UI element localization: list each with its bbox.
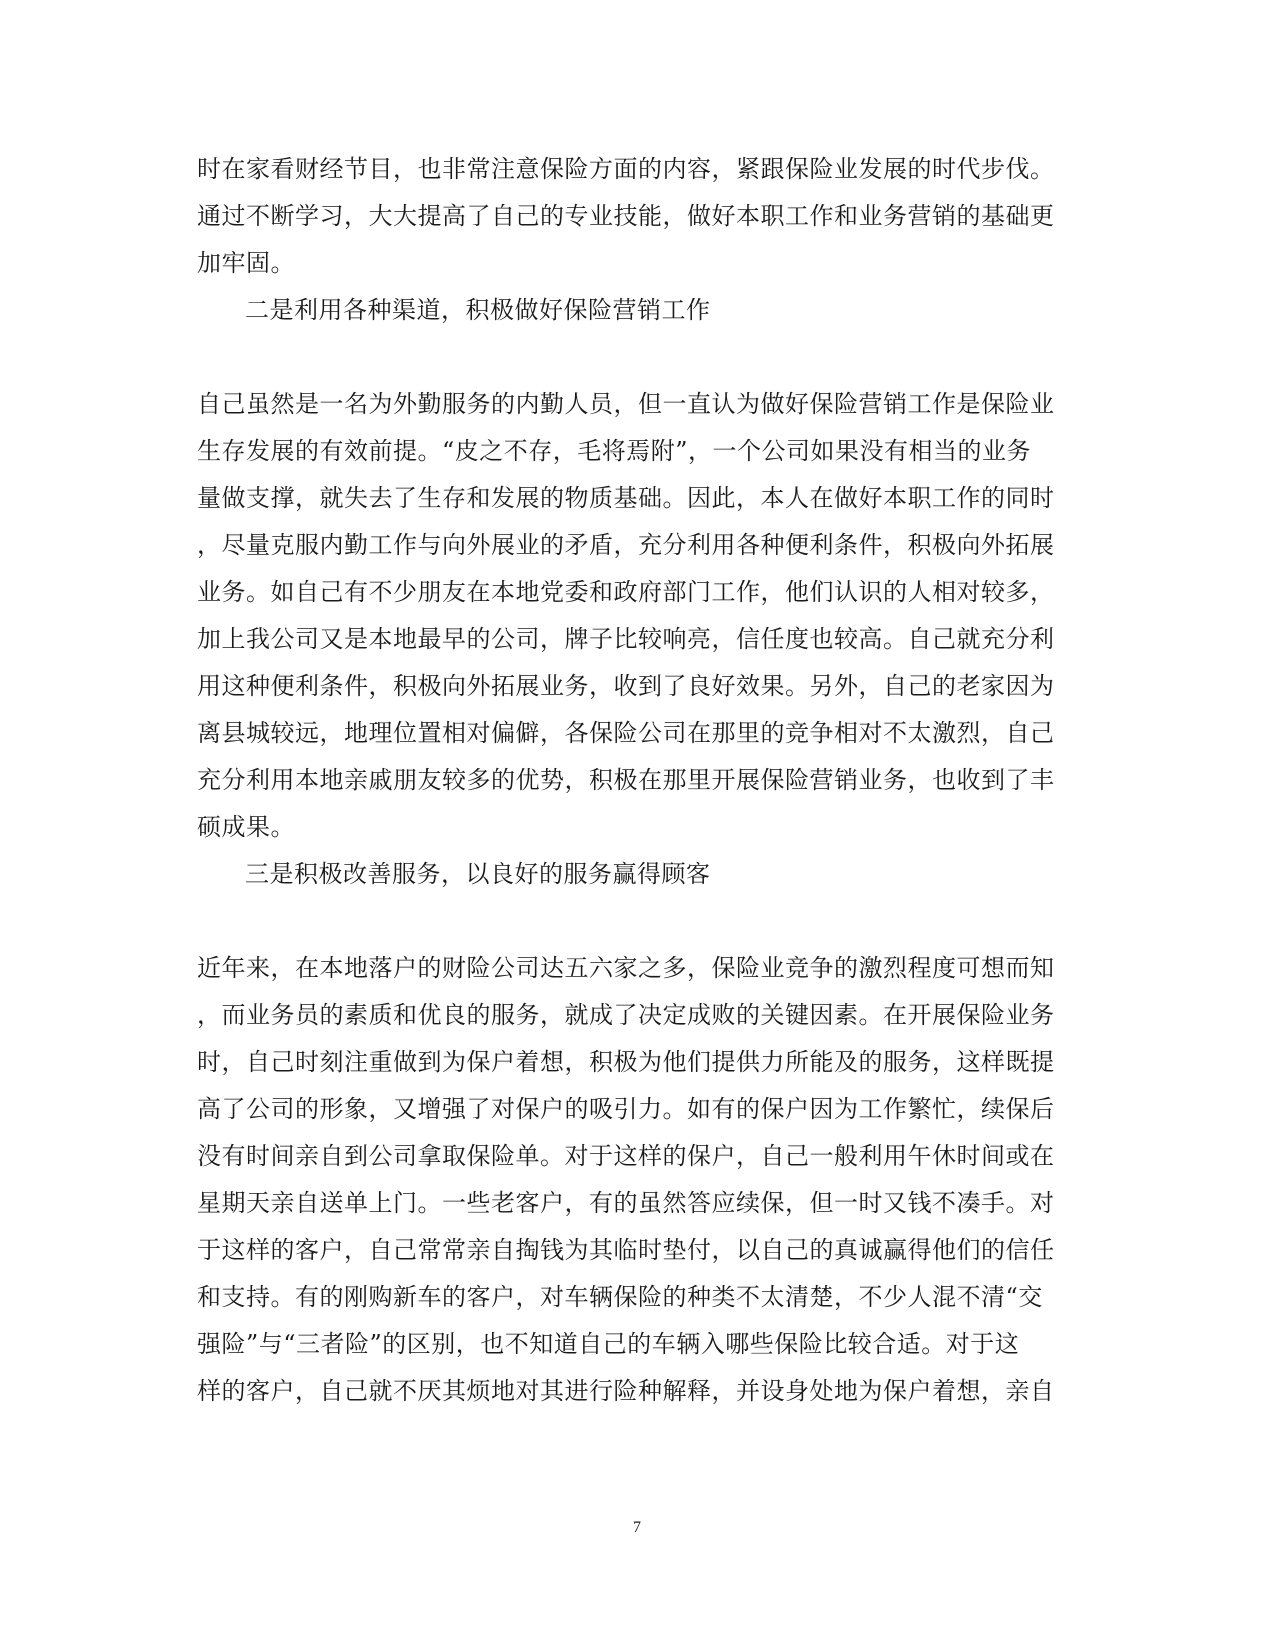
- text-line: 星期天亲自送单上门。一些老客户，有的虽然答应续保，但一时又钱不凑手。对: [197, 1189, 1055, 1217]
- text-line: 强险”与“三者险”的区别，也不知道自己的车辆入哪些保险比较合适。对于这: [197, 1330, 1020, 1358]
- text-line: 于这样的客户，自己常常亲自掏钱为其临时垫付，以自己的真诚赢得他们的信任: [197, 1236, 1055, 1264]
- text-line: 离县城较远，地理位置相对偏僻，各保险公司在那里的竞争相对不太激烈，自己: [197, 719, 1055, 747]
- text-line: 高了公司的形象，又增强了对保户的吸引力。如有的保户因为工作繁忙，续保后: [197, 1095, 1055, 1123]
- text-line: 时，自己时刻注重做到为保户着想，积极为他们提供力所能及的服务，这样既提: [197, 1048, 1055, 1076]
- text-line: 和支持。有的刚购新车的客户，对车辆保险的种类不太清楚，不少人混不清“交: [197, 1283, 1043, 1311]
- text-line: 近年来，在本地落户的财险公司达五六家之多，保险业竞争的激烈程度可想而知: [197, 954, 1055, 982]
- text-line: 硕成果。: [197, 813, 295, 841]
- text-line: 用这种便利条件，积极向外拓展业务，收到了良好效果。另外，自己的老家因为: [197, 672, 1055, 700]
- page-number: 7: [633, 1519, 641, 1536]
- text-line: ，尽量克服内勤工作与向外展业的矛盾，充分利用各种便利条件，积极向外拓展: [197, 531, 1055, 559]
- text-line: 加牢固。: [197, 249, 295, 277]
- text-line: 量做支撑，就失去了生存和发展的物质基础。因此，本人在做好本职工作的同时: [197, 484, 1055, 512]
- section-heading: 三是积极改善服务，以良好的服务赢得顾客: [245, 860, 711, 888]
- text-line: 时在家看财经节目，也非常注意保险方面的内容，紧跟保险业发展的时代步伐。: [197, 155, 1055, 183]
- text-line: 加上我公司又是本地最早的公司，牌子比较响亮，信任度也较高。自己就充分利: [197, 625, 1055, 653]
- text-line: 充分利用本地亲戚朋友较多的优势，积极在那里开展保险营销业务，也收到了丰: [197, 766, 1055, 794]
- text-line: ，而业务员的素质和优良的服务，就成了决定成败的关键因素。在开展保险业务: [197, 1001, 1055, 1029]
- text-line: 样的客户，自己就不厌其烦地对其进行险种解释，并设身处地为保户着想，亲自: [197, 1377, 1055, 1405]
- text-line: 没有时间亲自到公司拿取保险单。对于这样的保户，自己一般利用午休时间或在: [197, 1142, 1055, 1170]
- text-line: 业务。如自己有不少朋友在本地党委和政府部门工作，他们认识的人相对较多，: [197, 578, 1055, 606]
- text-line: 生存发展的有效前提。“皮之不存，毛将焉附”，一个公司如果没有相当的业务: [197, 437, 1032, 465]
- section-heading: 二是利用各种渠道，积极做好保险营销工作: [245, 296, 711, 324]
- text-line: 自己虽然是一名为外勤服务的内勤人员，但一直认为做好保险营销工作是保险业: [197, 390, 1055, 418]
- text-line: 通过不断学习，大大提高了自己的专业技能，做好本职工作和业务营销的基础更: [197, 202, 1055, 230]
